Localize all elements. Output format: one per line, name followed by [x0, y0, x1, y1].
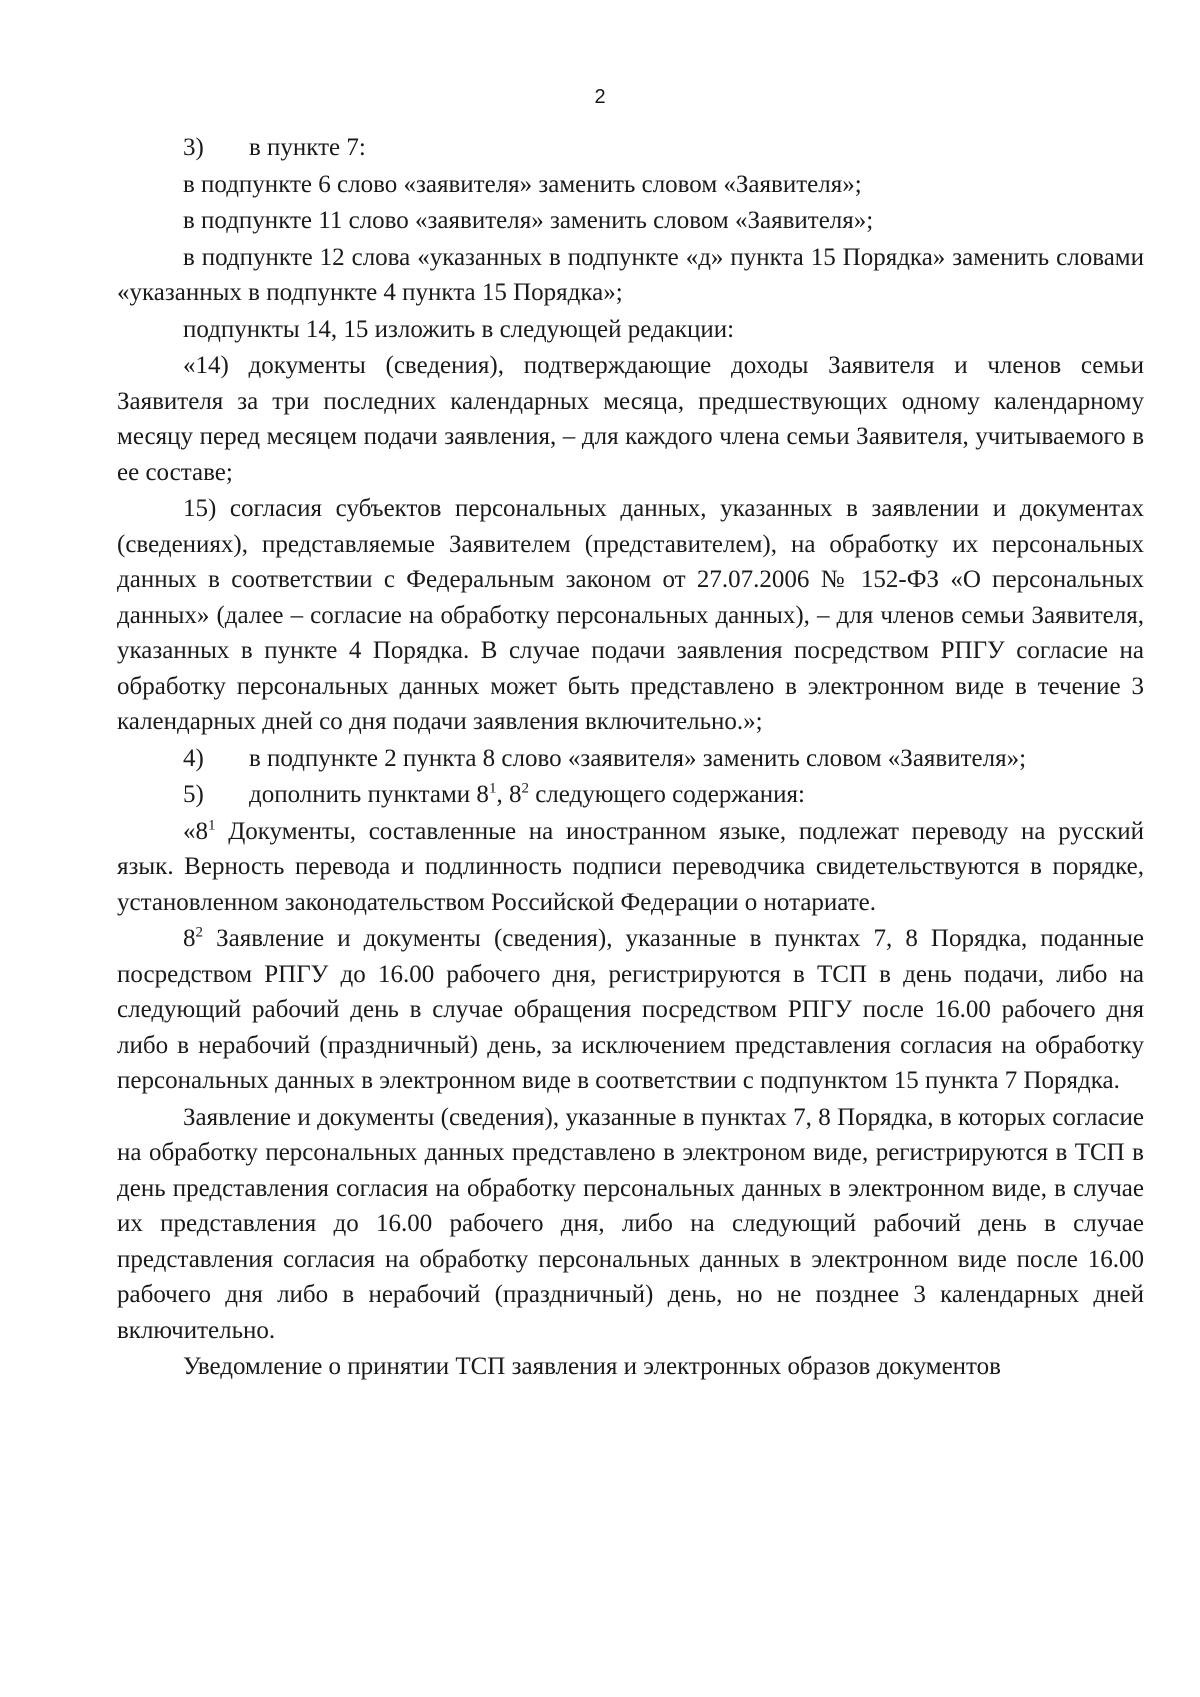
- paragraph-8-1: [117, 814, 1144, 921]
- item-number: 5): [183, 781, 204, 808]
- paragraph: в подпункте 11 слово «заявителя» заменить словом «Заявителя»;: [183, 207, 874, 234]
- superscript: 2: [521, 780, 529, 797]
- paragraph: в подпункте 12 слова «указанных в подпункте «д» пункта 15 Порядка» заменить словами «указанных в подпункте 4 пункта 15 Порядка»;: [117, 243, 1144, 306]
- superscript: 2: [195, 924, 203, 941]
- paragraph-prefix: «8: [183, 817, 208, 845]
- item-text: в подпункте 2 пункта 8 слово «заявителя» заменить словом «Заявителя»;: [249, 744, 1027, 772]
- item-text: следующего содержания:: [528, 781, 805, 808]
- paragraph: 15) согласия субъектов персональных данных, указанных в заявлении и документах (сведениях), представляемые Заявителем (представителем), на обработку их персональных данных в соответствии с Федеральным законом от 27.07.2006 № 152-ФЗ «О персональных данных» (далее – согласие на обработку персональных данных), – для членов семьи Заявителя, указанных в пункте 4 Порядка. В случае подачи заявления посредством РПГУ согласие на обработку персональных данных может быть представлено в электронном виде в течение 3 календарных дней со дня подачи заявления включительно.»;: [117, 495, 1144, 735]
- item-text: , 8: [496, 781, 522, 808]
- paragraph: «14) документы (сведения), подтверждающие доходы Заявителя и членов семьи Заявителя за три последних календарных месяца, предшествующих одному календарному месяцу перед месяцем подачи заявления, – для каждого члена семьи Заявителя, учитываемого в ее составе;: [117, 352, 1144, 486]
- paragraph: Уведомление о принятии ТСП заявления и электронных образов документов: [183, 1353, 1001, 1380]
- item-text: дополнить пунктами 8: [249, 781, 489, 808]
- document-body: [117, 130, 1144, 1386]
- paragraph: Заявление и документы (сведения), указанные в пунктах 7, 8 Порядка, в которых согласие на обработку персональных данных представлено в электроном виде, регистрируются в ТСП в день представления согласия на обработку персональных данных в электронном виде, в случае их представления до 16.00 рабочего дня, либо на следующий рабочий день в случае представления согласия на обработку персональных данных в электронном виде после 16.00 рабочего дня либо в нерабочий (праздничный) день, но не позднее 3 календарных дней включительно.: [117, 1103, 1144, 1344]
- superscript: 1: [208, 817, 216, 834]
- paragraph-8-2: [117, 921, 1144, 1099]
- item-3: [117, 130, 1144, 166]
- page-number: 2: [594, 86, 606, 108]
- superscript: 1: [488, 780, 497, 797]
- paragraph-prefix: 8: [183, 925, 196, 952]
- item-text: в пункте 7:: [249, 134, 366, 161]
- item-number: 3): [183, 134, 204, 161]
- paragraph-text: Заявление и документы (сведения), указанные в пунктах 7, 8 Порядка, поданные посредством РПГУ до 16.00 рабочего дня, регистрируются в ТСП в день подачи, либо на следующий рабочий день в случае обращения посредством РПГУ после 16.00 рабочего дня либо в нерабочий (праздничный) день, за исключением представления согласия на обработку персональных данных в электронном виде в соответствии с подпунктом 15 пункта 7 Порядка.: [117, 925, 1144, 1094]
- paragraph-text: Документы, составленные на иностранном языке, подлежат переводу на русский язык. Верность перевода и подлинность подписи переводчика свидетельствуются в порядке, установленном законодательством Российской Федерации о нотариате.: [117, 817, 1144, 916]
- item-4: [117, 741, 1144, 777]
- item-number: 4): [183, 744, 204, 772]
- item-5: [117, 777, 1144, 813]
- paragraph: в подпункте 6 слово «заявителя» заменить словом «Заявителя»;: [183, 170, 862, 198]
- paragraph: подпункты 14, 15 изложить в следующей редакции:: [183, 315, 735, 343]
